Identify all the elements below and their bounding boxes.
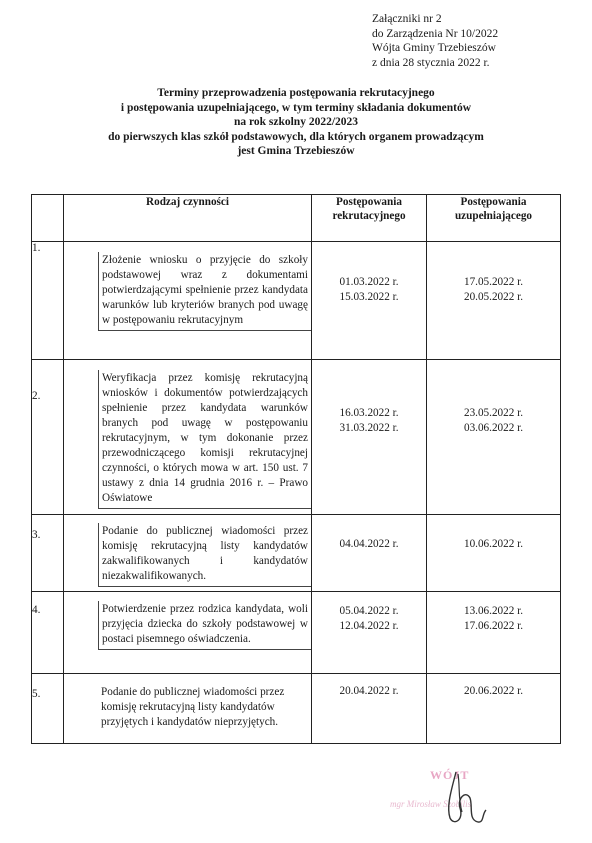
title-line: i postępowania uzupełniającego, w tym terminy składania dokumentów: [120, 101, 472, 114]
supplementary-date-from: 23.05.2022 r.: [463, 407, 524, 419]
annex-issuer: Wójta Gminy Trzebieszów: [372, 42, 496, 54]
row-recruitment-dates: [312, 360, 427, 515]
recruitment-date-to: 12.04.2022 r.: [339, 620, 399, 632]
title-line: Terminy przeprowadzenia postępowania rekrutacyjnego: [157, 87, 435, 99]
header-number: [32, 195, 64, 242]
row-recruitment-dates: [312, 515, 427, 592]
row-number: 5.: [32, 674, 64, 744]
header-supplementary: [427, 195, 561, 242]
annex-number: Załączniki nr 2: [372, 13, 442, 25]
official-stamp-title: WÓJT: [430, 768, 470, 782]
row-number: 2.: [32, 360, 64, 515]
title-line: na rok szkolny 2022/2023: [233, 116, 359, 128]
header-recruitment-line2: rekrutacyjnego: [332, 210, 406, 222]
row-number: 4.: [32, 592, 64, 674]
row-activity-cell: [64, 674, 312, 744]
table-row: [32, 674, 561, 744]
supplementary-date: 10.06.2022 r.: [463, 538, 524, 550]
header-activity: Rodzaj czynności: [64, 195, 312, 242]
supplementary-date-from: 13.06.2022 r.: [463, 605, 524, 617]
row-activity-cell: [64, 360, 312, 515]
annex-order: do Zarządzenia Nr 10/2022: [372, 27, 499, 40]
recruitment-date-from: 01.03.2022 r.: [339, 276, 399, 288]
supplementary-date: 20.06.2022 r.: [463, 685, 524, 697]
title-line: jest Gmina Trzebieszów: [237, 145, 355, 157]
annex-reference: [372, 12, 498, 70]
table-header-row: [32, 195, 561, 242]
row-activity: Podanie do publicznej wiadomości przez komisję rekrutacyjną listy kandydatów przyjętych i kandydatów nieprzyjętych.: [101, 686, 285, 728]
supplementary-date-to: 03.06.2022 r.: [463, 422, 524, 434]
recruitment-date-to: 31.03.2022 r.: [339, 422, 399, 434]
row-activity-cell: [64, 242, 312, 360]
row-activity-cell: [64, 515, 312, 592]
table-row: [32, 242, 561, 360]
row-number: 3.: [32, 515, 64, 592]
document-title: [30, 86, 562, 159]
recruitment-date-to: 15.03.2022 r.: [339, 291, 399, 303]
table-row: [32, 360, 561, 515]
supplementary-date-to: 17.06.2022 r.: [463, 620, 524, 632]
header-supplementary-line1: Postępowania: [460, 196, 527, 208]
supplementary-date-to: 20.05.2022 r.: [463, 291, 524, 303]
table-row: [32, 592, 561, 674]
table-row: [32, 515, 561, 592]
handwritten-signature: [438, 768, 498, 828]
row-number: 1.: [32, 242, 64, 360]
row-supplementary-dates: [427, 360, 561, 515]
row-activity: Podanie do publicznej wiadomości przez komisję rekrutacyjną listy kandydatów zakwalifikowanych i kandydatów niezakwalifikowanych.: [98, 523, 312, 587]
annex-date: z dnia 28 stycznia 2022 r.: [372, 56, 490, 69]
row-supplementary-dates: [427, 592, 561, 674]
row-recruitment-dates: [312, 674, 427, 744]
row-activity-cell: [64, 592, 312, 674]
header-recruitment-line1: Postępowania: [336, 196, 402, 208]
official-stamp-name: mgr Mirosław Szobilis: [390, 799, 472, 809]
recruitment-date: 20.04.2022 r.: [339, 685, 399, 697]
title-line: do pierwszych klas szkół podstawowych, dla których organem prowadzącym: [108, 130, 484, 143]
row-supplementary-dates: [427, 242, 561, 360]
recruitment-date: 04.04.2022 r.: [339, 538, 399, 550]
row-supplementary-dates: [427, 674, 561, 744]
header-recruitment: [312, 195, 427, 242]
recruitment-date-from: 05.04.2022 r.: [339, 605, 399, 617]
row-activity: Złożenie wniosku o przyjęcie do szkoły podstawowej wraz z dokumentami potwierdzającymi spełnienie przez kandydata warunków lub kryteriów branych pod uwagę w postępowaniu rekrutacyjnym: [98, 252, 312, 331]
schedule-table: [31, 194, 561, 744]
header-supplementary-line2: uzupełniającego: [454, 210, 533, 222]
supplementary-date-from: 17.05.2022 r.: [463, 276, 524, 288]
recruitment-date-from: 16.03.2022 r.: [339, 407, 399, 419]
row-supplementary-dates: [427, 515, 561, 592]
row-recruitment-dates: [312, 242, 427, 360]
row-recruitment-dates: [312, 592, 427, 674]
row-activity: Potwierdzenie przez rodzica kandydata, woli przyjęcia dziecka do szkoły podstawowej w postaci pisemnego oświadczenia.: [98, 601, 312, 650]
row-activity: Weryfikacja przez komisję rekrutacyjną wniosków i dokumentów potwierdzających spełnienie przez kandydata warunków branych pod uwagę w postępowaniu rekrutacyjnym, w tym dokonanie przez przewodniczącego komisji rekrutacyjnej czynności, o których mowa w art. 150 ust. 7 ustawy z dnia 14 grudnia 2016 r. – Prawo Oświatowe: [98, 370, 312, 509]
